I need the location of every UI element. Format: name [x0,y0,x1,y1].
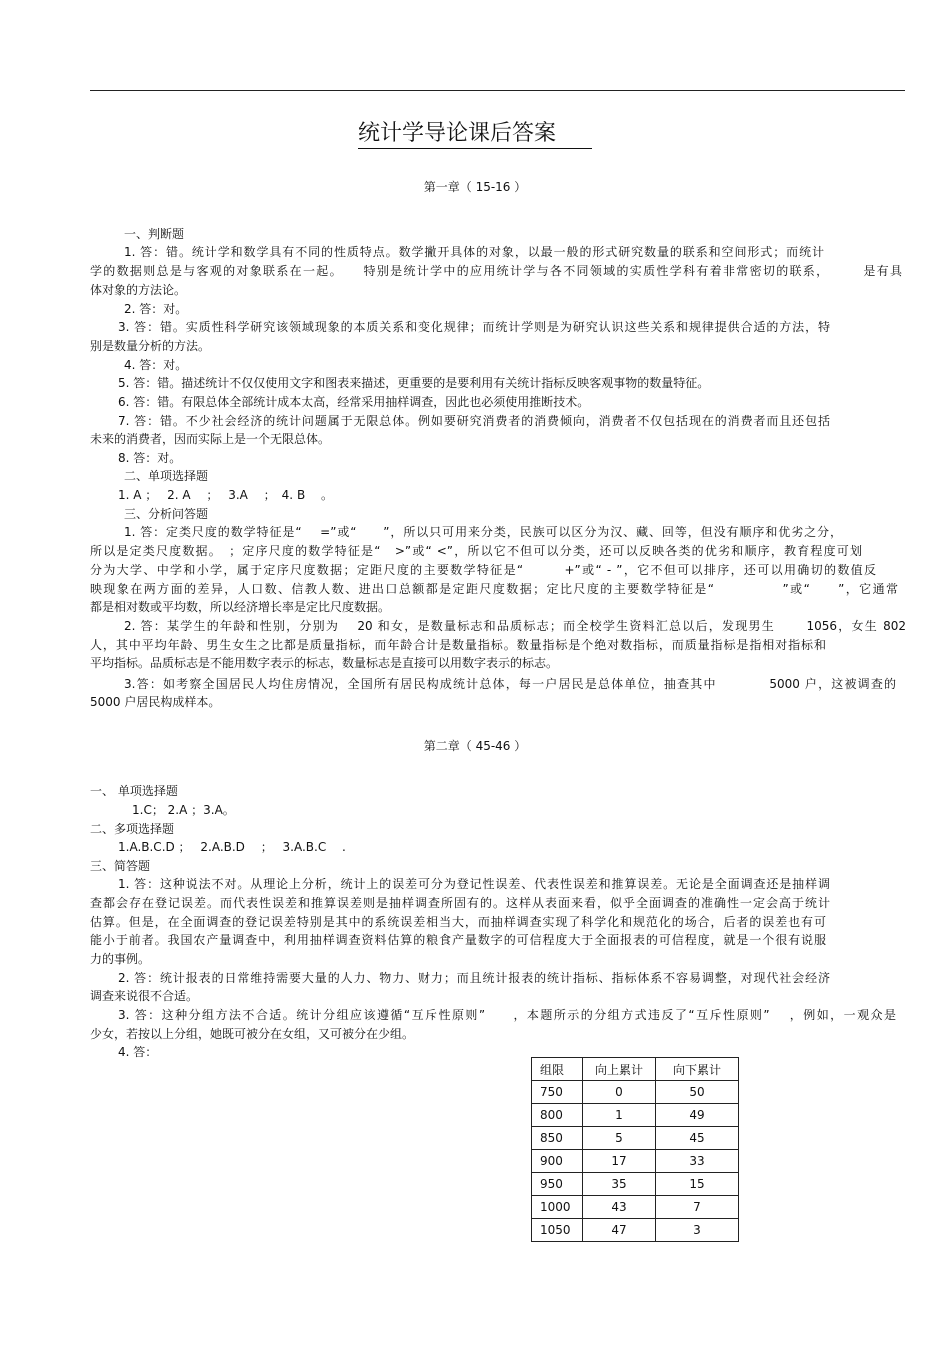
answer-line: 1.C； 2.A ；3.A。 [132,803,235,817]
table-cell: 49 [656,1104,739,1127]
cumulative-frequency-table [531,1057,739,1242]
text-line: 映现象在两方面的差异，人口数、信教人数、进出口总额都是定距尺度数据；定比尺度的主要数学特征是“ ”或“ ”，它通常 [90,582,898,596]
text-line: 2. 答：对。 [124,302,188,316]
text-line: 都是相对数或平均数，所以经济增长率是定比尺度数据。 [90,600,391,614]
table-cell: 7 [656,1196,739,1219]
table-cell: 3 [656,1219,739,1242]
text-line: 2. 答：统计报表的日常维持需要大量的人力、物力、财力；而且统计报表的统计指标、指标体系不容易调整，对现代社会经济 [118,971,830,985]
section-heading: 一、 单项选择题 [90,784,178,798]
table-cell: 1 [583,1104,656,1127]
answer-line: 1.A.B.C.D ； 2.A.B.D ； 3.A.B.C . [118,840,346,854]
table-header-row [532,1058,739,1081]
table-row [532,1150,739,1173]
table-cell: 17 [583,1150,656,1173]
table-cell: 15 [656,1173,739,1196]
section-heading: 一、判断题 [124,227,185,241]
text-line: 估算。但是，在全面调查的登记误差特别是其中的系统误差相当大，而抽样调查实现了科学化和规范化的场合，后者的误差也有可 [90,915,826,929]
table-row [532,1196,739,1219]
text-line: 3. 答：这种分组方法不合适。统计分组应该遵循“互斥性原则” ，本题所示的分组方式违反了“互斥性原则” ，例如，一观众是 [118,1008,896,1022]
text-line: 3.答：如考察全国居民人均住房情况，全国所有居民构成统计总体，每一户居民是总体单位，抽查其中 5000 户，这被调查的 [124,677,896,691]
table-cell: 45 [656,1127,739,1150]
table-row [532,1081,739,1104]
table-cell: 50 [656,1081,739,1104]
table-row [532,1127,739,1150]
text-line: 4. 答： [118,1045,158,1059]
text-line: 5000 户居民构成样本。 [90,695,221,709]
section-heading: 三、简答题 [90,859,151,873]
text-line: 学的数据则总是与客观的对象联系在一起。 特别是统计学中的应用统计学与各不同领域的实质性学科有着非常密切的联系， 是有具 [90,264,902,278]
text-line: 力的事例。 [90,952,151,966]
text-line: 人，其中平均年龄、男生女生之比都是质量指标，而年龄合计是数量指标。数量指标是个绝对数指标，而质量指标是指相对指标和 [90,638,826,652]
chapter-2-heading: 第二章（ 45-46 ） [423,739,527,753]
text-line: 少女，若按以上分组，她既可被分在女组，又可被分在少组。 [90,1027,415,1041]
column-header: 向下累计 [656,1058,739,1081]
table-cell: 800 [532,1104,583,1127]
text-line: 平均指标。品质标志是不能用数字表示的标志，数量标志是直接可以用数字表示的标志。 [90,656,559,670]
table-cell: 35 [583,1173,656,1196]
text-line: 6. 答：错。有限总体全部统计成本太高，经常采用抽样调查，因此也必须使用推断技术。 [118,395,590,409]
text-line: 4. 答：对。 [124,358,188,372]
text-line: 别是数量分析的方法。 [90,339,211,353]
text-line: 2. 答：某学生的年龄和性别，分别为 20 和女，是数量标志和品质标志；而全校学生资料汇总以后，发现男生 1056，女生 802 [124,619,906,633]
text-line: 8. 答：对。 [118,451,182,465]
text-line: 7. 答：错。不少社会经济的统计问题属于无限总体。例如要研究消费者的消费倾向，消费者不仅包括现在的消费者而且还包括 [118,414,830,428]
table-cell: 0 [583,1081,656,1104]
table-cell: 850 [532,1127,583,1150]
table-cell: 1000 [532,1196,583,1219]
text-line: 3. 答：错。实质性科学研究该领域现象的本质关系和变化规律；而统计学则是为研究认识这些关系和规律提供合适的方法，特 [118,320,830,334]
table-cell: 1050 [532,1219,583,1242]
table-cell: 33 [656,1150,739,1173]
text-line: 所以是定类尺度数据。 ；定序尺度的数学特征是“ >”或“ <”，所以它不但可以分类，还可以反映各类的优劣和顺序，教育程度可划 [90,544,862,558]
column-header: 向上累计 [583,1058,656,1081]
text-line: 分为大学、中学和小学，属于定序尺度数据；定距尺度的主要数学特征是“ +”或“ - ”，它不但可以排序，还可以用确切的数值反 [90,563,876,577]
section-heading: 三、分析问答题 [124,507,209,521]
answer-line: 1. A ； 2. A ； 3.A ； 4. B 。 [118,488,333,502]
text-line: 体对象的方法论。 [90,283,187,297]
text-line: 1. 答：定类尺度的数学特征是“ =”或“ ”，所以只可用来分类，民族可以区分为汉、藏、回等，但没有顺序和优劣之分， [124,525,842,539]
section-heading: 二、多项选择题 [90,822,175,836]
table-cell: 5 [583,1127,656,1150]
section-heading: 二、单项选择题 [124,469,209,483]
table-row [532,1173,739,1196]
text-line: 调查来说很不合适。 [90,989,199,1003]
document-title: 统计学导论课后答案 [0,116,950,147]
chapter-1-heading: 第一章（ 15-16 ） [423,180,527,194]
table-cell: 43 [583,1196,656,1219]
table-row [532,1104,739,1127]
column-header: 组限 [532,1058,583,1081]
text-line: 1. 答：错。统计学和数学具有不同的性质特点。数学撇开具体的对象，以最一般的形式研究数量的联系和空间形式；而统计 [124,245,824,259]
text-line: 未来的消费者，因而实际上是一个无限总体。 [90,432,331,446]
text-line: 查都会存在登记误差。而代表性误差和推算误差则是抽样调查所固有的。这样从表面来看，似乎全面调查的准确性一定会高于统计 [90,896,830,910]
table-cell: 47 [583,1219,656,1242]
header-rule [90,90,905,91]
table-row [532,1219,739,1242]
table-cell: 950 [532,1173,583,1196]
text-line: 能小于前者。我国农产量调查中，利用抽样调查资料估算的粮食产量数字的可信程度大于全面报表的可信程度，就是一个很有说服 [90,933,826,947]
text-line: 1. 答：这种说法不对。从理论上分析，统计上的误差可分为登记性误差、代表性误差和推算误差。无论是全面调查还是抽样调 [118,877,830,891]
text-line: 5. 答：错。描述统计不仅仅使用文字和图表来描述，更重要的是要利用有关统计指标反映客观事物的数量特征。 [118,376,710,390]
table-cell: 750 [532,1081,583,1104]
table-cell: 900 [532,1150,583,1173]
